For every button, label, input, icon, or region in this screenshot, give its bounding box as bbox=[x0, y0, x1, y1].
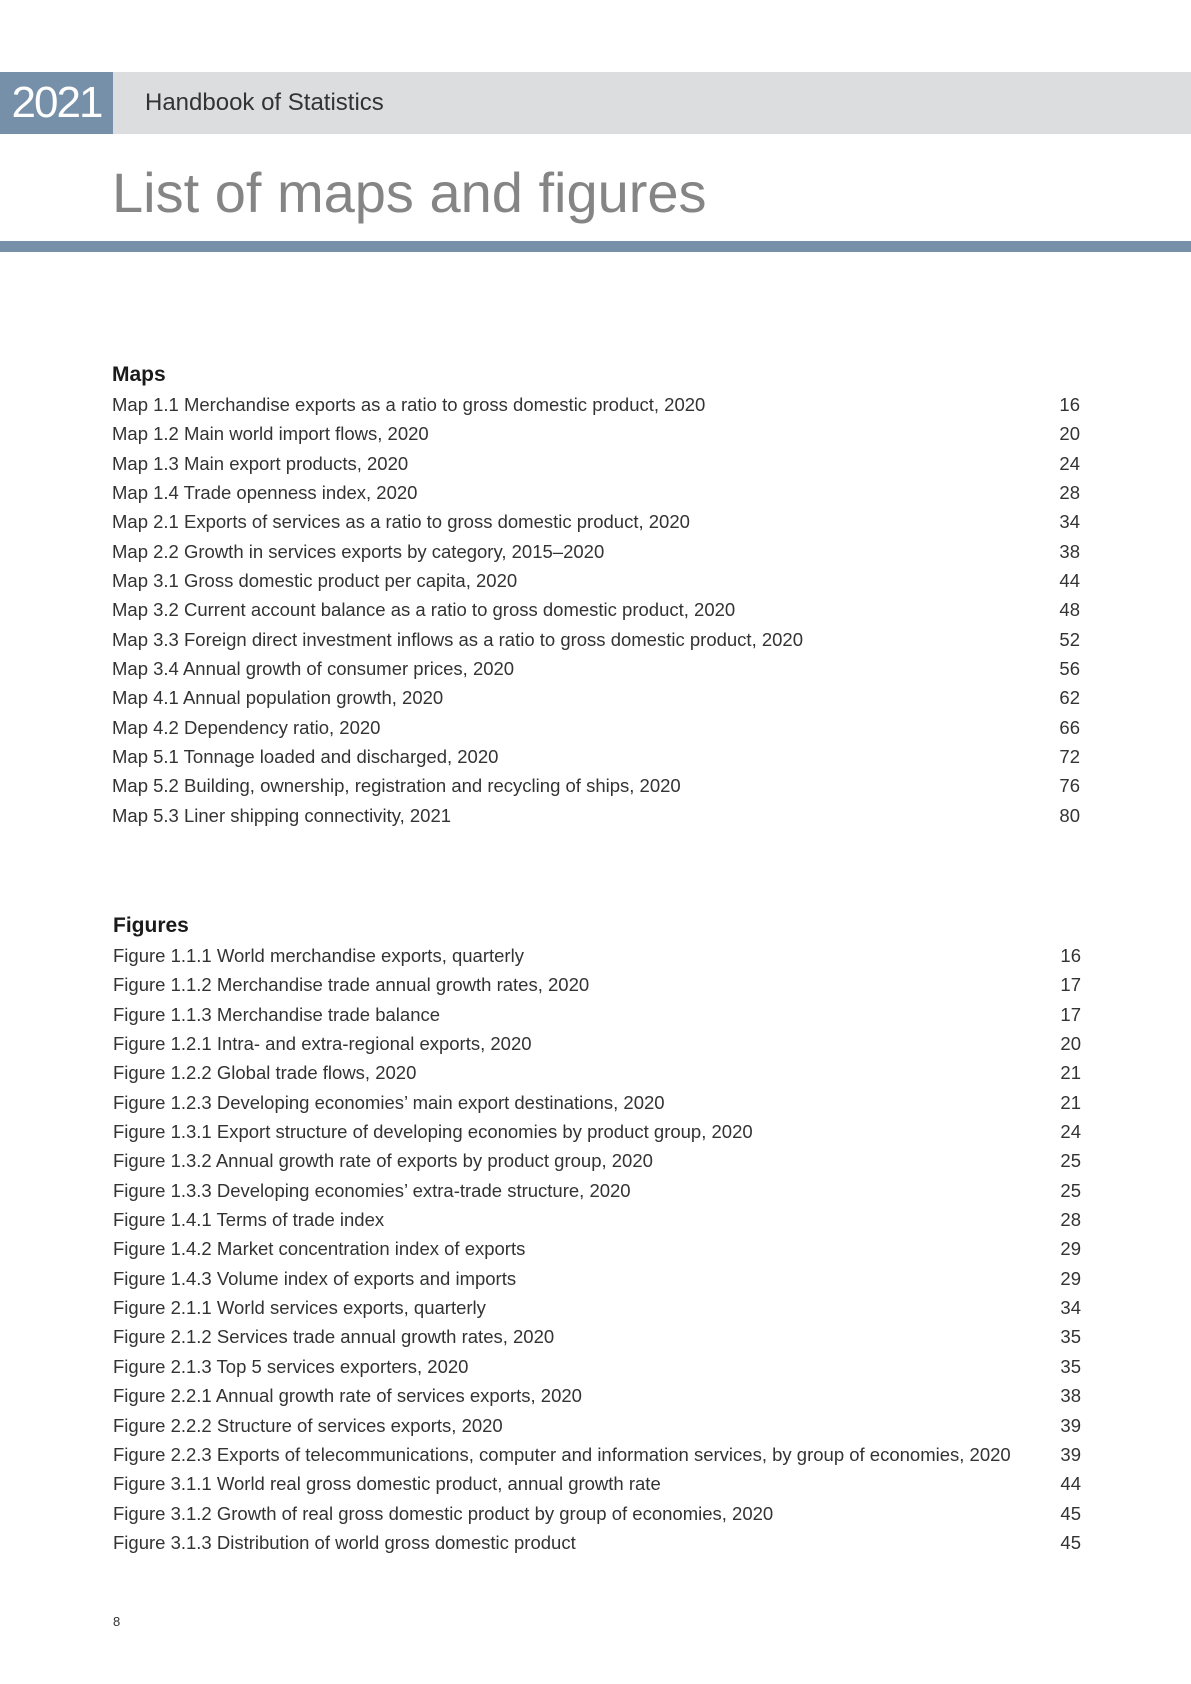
entry-title: Map 5.1 Tonnage loaded and discharged, 2020 bbox=[112, 746, 499, 768]
figure-entry[interactable] bbox=[113, 1058, 1081, 1087]
entry-page-number: 20 bbox=[1060, 1033, 1081, 1055]
figure-entry[interactable] bbox=[113, 1499, 1081, 1528]
entry-page-number: 76 bbox=[1059, 775, 1080, 797]
entry-page-number: 72 bbox=[1059, 746, 1080, 768]
page-title: List of maps and figures bbox=[112, 161, 707, 224]
entry-page-number: 16 bbox=[1060, 945, 1081, 966]
publication-title: Handbook of Statistics bbox=[145, 89, 384, 116]
map-entry[interactable] bbox=[112, 449, 1080, 478]
map-entry[interactable] bbox=[112, 683, 1080, 712]
entry-page-number: 21 bbox=[1060, 1062, 1081, 1084]
entry-title: Map 4.1 Annual population growth, 2020 bbox=[112, 687, 444, 709]
entry-title: Map 1.4 Trade openness index, 2020 bbox=[112, 482, 418, 504]
entry-page-number: 39 bbox=[1060, 1414, 1081, 1436]
entry-title: Figure 1.2.1 Intra- and extra-regional exports, 2020 bbox=[113, 1033, 532, 1055]
entry-page-number: 28 bbox=[1059, 482, 1080, 504]
figure-entry[interactable] bbox=[113, 1205, 1081, 1234]
title-rule bbox=[0, 241, 1191, 252]
entry-title: Map 4.2 Dependency ratio, 2020 bbox=[112, 716, 381, 738]
entry-title: Map 5.3 Liner shipping connectivity, 2021 bbox=[112, 804, 452, 826]
entry-page-number: 17 bbox=[1060, 974, 1081, 996]
entry-page-number: 44 bbox=[1059, 570, 1080, 592]
entry-title: Map 2.1 Exports of services as a ratio to gross domestic product, 2020 bbox=[112, 511, 690, 533]
entry-title: Figure 2.2.3 Exports of telecommunications, computer and information services, by group of economies, 2020 bbox=[113, 1443, 1011, 1465]
figure-entry[interactable] bbox=[113, 1000, 1081, 1029]
map-entry[interactable] bbox=[112, 742, 1080, 771]
entry-page-number: 25 bbox=[1060, 1150, 1081, 1172]
map-entry[interactable] bbox=[112, 419, 1080, 448]
entry-page-number: 24 bbox=[1059, 452, 1080, 474]
entry-page-number: 44 bbox=[1060, 1473, 1081, 1495]
entry-title: Map 3.4 Annual growth of consumer prices, 2020 bbox=[112, 658, 515, 680]
map-entry[interactable] bbox=[112, 801, 1080, 830]
entry-page-number: 34 bbox=[1060, 1297, 1081, 1319]
figure-entry[interactable] bbox=[113, 1411, 1081, 1440]
figure-entry[interactable] bbox=[113, 1029, 1081, 1058]
entry-title: Figure 1.2.2 Global trade flows, 2020 bbox=[113, 1062, 417, 1084]
map-entry[interactable] bbox=[112, 566, 1080, 595]
entry-title: Figure 1.1.1 World merchandise exports, quarterly bbox=[113, 945, 524, 966]
map-entry[interactable] bbox=[112, 537, 1080, 566]
entry-title: Figure 1.4.2 Market concentration index of exports bbox=[113, 1238, 526, 1260]
figure-entry[interactable] bbox=[113, 1322, 1081, 1351]
figure-entry[interactable] bbox=[113, 1293, 1081, 1322]
entry-title: Map 3.3 Foreign direct investment inflows as a ratio to gross domestic product, 2020 bbox=[112, 628, 804, 650]
figure-entry[interactable] bbox=[113, 1440, 1081, 1469]
entry-page-number: 17 bbox=[1060, 1003, 1081, 1025]
entry-title: Figure 2.1.2 Services trade annual growth rates, 2020 bbox=[113, 1326, 555, 1348]
entry-title: Map 2.2 Growth in services exports by category, 2015–2020 bbox=[112, 540, 605, 562]
map-entry[interactable] bbox=[112, 713, 1080, 742]
entry-page-number: 38 bbox=[1060, 1385, 1081, 1407]
entry-page-number: 38 bbox=[1059, 540, 1080, 562]
entry-title: Map 5.2 Building, ownership, registration and recycling of ships, 2020 bbox=[112, 775, 681, 797]
entry-title: Figure 1.1.3 Merchandise trade balance bbox=[113, 1003, 441, 1025]
entry-title: Figure 1.2.3 Developing economies’ main export destinations, 2020 bbox=[113, 1091, 665, 1113]
entry-page-number: 62 bbox=[1059, 687, 1080, 709]
entry-page-number: 35 bbox=[1060, 1326, 1081, 1348]
entry-title: Figure 2.1.1 World services exports, quarterly bbox=[113, 1297, 486, 1319]
figure-entry[interactable] bbox=[113, 970, 1081, 999]
entry-title: Map 3.2 Current account balance as a ratio to gross domestic product, 2020 bbox=[112, 599, 736, 621]
entry-page-number: 29 bbox=[1060, 1267, 1081, 1289]
map-entry[interactable] bbox=[112, 625, 1080, 654]
map-entry[interactable] bbox=[112, 390, 1080, 419]
entry-page-number: 20 bbox=[1059, 423, 1080, 445]
entry-title: Figure 3.1.3 Distribution of world gross domestic product bbox=[113, 1531, 576, 1553]
figure-entry[interactable] bbox=[113, 1117, 1081, 1146]
figures-section bbox=[113, 911, 1081, 1557]
figure-entry[interactable] bbox=[113, 941, 1081, 970]
entry-title: Figure 1.3.1 Export structure of developing economies by product group, 2020 bbox=[113, 1121, 753, 1143]
entry-page-number: 24 bbox=[1060, 1121, 1081, 1143]
figure-entry[interactable] bbox=[113, 1528, 1081, 1557]
figure-entry[interactable] bbox=[113, 1176, 1081, 1205]
map-entry[interactable] bbox=[112, 771, 1080, 800]
entry-title: Figure 3.1.2 Growth of real gross domestic product by group of economies, 2020 bbox=[113, 1502, 774, 1524]
entry-title: Figure 1.3.2 Annual growth rate of exports by product group, 2020 bbox=[113, 1150, 653, 1172]
figure-entry[interactable] bbox=[113, 1088, 1081, 1117]
entry-title: Figure 2.2.1 Annual growth rate of services exports, 2020 bbox=[113, 1385, 582, 1407]
entry-page-number: 28 bbox=[1060, 1209, 1081, 1231]
page-number: 8 bbox=[113, 1614, 121, 1629]
entry-title: Map 3.1 Gross domestic product per capita, 2020 bbox=[112, 570, 518, 592]
entry-title: Figure 1.3.3 Developing economies’ extra-trade structure, 2020 bbox=[113, 1179, 631, 1201]
figure-entry[interactable] bbox=[113, 1234, 1081, 1263]
entry-page-number: 34 bbox=[1059, 511, 1080, 533]
entry-page-number: 80 bbox=[1059, 804, 1080, 826]
entry-page-number: 39 bbox=[1060, 1443, 1081, 1465]
map-entry[interactable] bbox=[112, 478, 1080, 507]
entry-page-number: 56 bbox=[1059, 658, 1080, 680]
maps-heading: Maps bbox=[112, 363, 166, 386]
entry-title: Figure 1.4.3 Volume index of exports and imports bbox=[113, 1267, 517, 1289]
entry-title: Map 1.3 Main export products, 2020 bbox=[112, 452, 409, 474]
entry-page-number: 45 bbox=[1060, 1502, 1081, 1524]
entry-page-number: 66 bbox=[1059, 716, 1080, 738]
entry-title: Figure 1.1.2 Merchandise trade annual growth rates, 2020 bbox=[113, 974, 590, 996]
entry-title: Map 1.1 Merchandise exports as a ratio to gross domestic product, 2020 bbox=[112, 394, 706, 415]
maps-list bbox=[112, 390, 1080, 830]
figures-heading: Figures bbox=[113, 914, 189, 937]
entry-title: Map 1.2 Main world import flows, 2020 bbox=[112, 423, 429, 445]
entry-page-number: 21 bbox=[1060, 1091, 1081, 1113]
entry-title: Figure 3.1.1 World real gross domestic product, annual growth rate bbox=[113, 1473, 661, 1495]
entry-title: Figure 1.4.1 Terms of trade index bbox=[113, 1209, 385, 1231]
entry-title: Figure 2.1.3 Top 5 services exporters, 2020 bbox=[113, 1355, 469, 1377]
entry-page-number: 45 bbox=[1060, 1531, 1081, 1553]
entry-page-number: 16 bbox=[1059, 394, 1080, 415]
map-entry[interactable] bbox=[112, 654, 1080, 683]
figure-entry[interactable] bbox=[113, 1352, 1081, 1381]
figure-entry[interactable] bbox=[113, 1264, 1081, 1293]
entry-page-number: 48 bbox=[1059, 599, 1080, 621]
entry-page-number: 25 bbox=[1060, 1179, 1081, 1201]
figure-entry[interactable] bbox=[113, 1469, 1081, 1498]
entry-page-number: 29 bbox=[1060, 1238, 1081, 1260]
map-entry[interactable] bbox=[112, 507, 1080, 536]
entry-title: Figure 2.2.2 Structure of services exports, 2020 bbox=[113, 1414, 503, 1436]
figure-entry[interactable] bbox=[113, 1381, 1081, 1410]
figure-entry[interactable] bbox=[113, 1146, 1081, 1175]
year-badge: 2021 bbox=[0, 72, 113, 134]
maps-section bbox=[112, 360, 1080, 830]
entry-page-number: 35 bbox=[1060, 1355, 1081, 1377]
entry-page-number: 52 bbox=[1059, 628, 1080, 650]
map-entry[interactable] bbox=[112, 595, 1080, 624]
figures-list bbox=[113, 941, 1081, 1557]
